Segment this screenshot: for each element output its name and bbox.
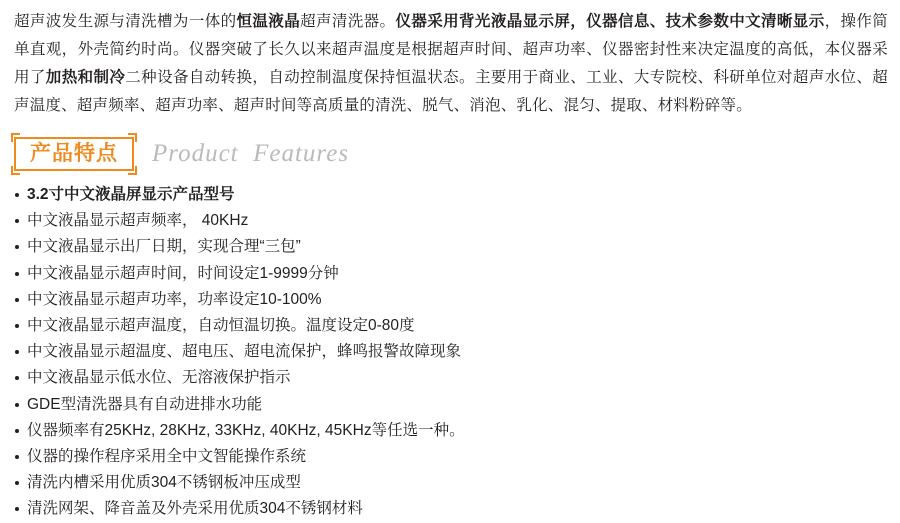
intro-segment: 加热和制冷: [45, 69, 126, 86]
feature-list-item: 清洗内槽采用优质304不锈钢板冲压成型: [14, 470, 888, 496]
feature-list-item: 中文液晶显示出厂日期，实现合理“三包”: [14, 234, 888, 260]
features-section-heading: [14, 132, 888, 176]
feature-list-item: 仪器的操作程序采用全中文智能操作系统: [14, 444, 888, 470]
feature-list: [14, 182, 888, 523]
badge-corner-tick-top-right: [128, 133, 137, 142]
feature-list-item: 中文液晶显示低水位、无溶液保护指示: [14, 365, 888, 391]
intro-segment: 恒温液晶: [236, 13, 301, 30]
features-badge: [14, 137, 134, 171]
feature-list-item: 中文液晶显示超温度、超电压、超电流保护，蜂鸣报警故障现象: [14, 339, 888, 365]
badge-corner-tick-bottom-right: [128, 166, 137, 175]
intro-segment: 超声清洗器。: [300, 13, 396, 30]
features-badge-label: 产品特点: [30, 141, 118, 165]
intro-segment: 超声波发生源与清洗槽为一体的: [14, 13, 237, 30]
badge-corner-tick-bottom-left: [11, 166, 20, 175]
intro-paragraph: [14, 8, 888, 120]
feature-list-item: 中文液晶显示超声功率，功率设定10-100%: [14, 287, 888, 313]
feature-list-item: 清洗网架、降音盖及外壳采用优质304不锈钢材料: [14, 496, 888, 522]
feature-list-item: GDE型清洗器具有自动进排水功能: [14, 392, 888, 418]
badge-corner-tick-top-left: [11, 133, 20, 142]
intro-segment: 仪器采用背光液晶显示屏，仪器信息、技术参数中文清晰显示: [395, 13, 825, 30]
features-english-label: Product Features: [152, 140, 350, 167]
feature-list-item: 中文液晶显示超声温度，自动恒温切换。温度设定0-80度: [14, 313, 888, 339]
feature-list-item: 中文液晶显示超声时间，时间设定1-9999分钟: [14, 261, 888, 287]
intro-segment: ，操作简单直观，外壳简约时尚。仪器突破了长久以来超声温度是根据超声时间、超声功率、仪器密封性来决定温度的高低，本仪器采用了: [14, 13, 888, 86]
feature-list-item: 3.2寸中文液晶屏显示产品型号: [14, 182, 888, 208]
feature-list-item: 中文液晶显示超声频率， 40KHz: [14, 208, 888, 234]
feature-list-item: 仪器频率有25KHz, 28KHz, 33KHz, 40KHz, 45KHz等任选一种。: [14, 418, 888, 444]
intro-segment: 二种设备自动转换，自动控制温度保持恒温状态。主要用于商业、工业、大专院校、科研单位对超声水位、超声温度、超声频率、超声功率、超声时间等高质量的清洗、脱气、消泡、乳化、混匀、提取、材料粉碎等。: [14, 69, 888, 114]
